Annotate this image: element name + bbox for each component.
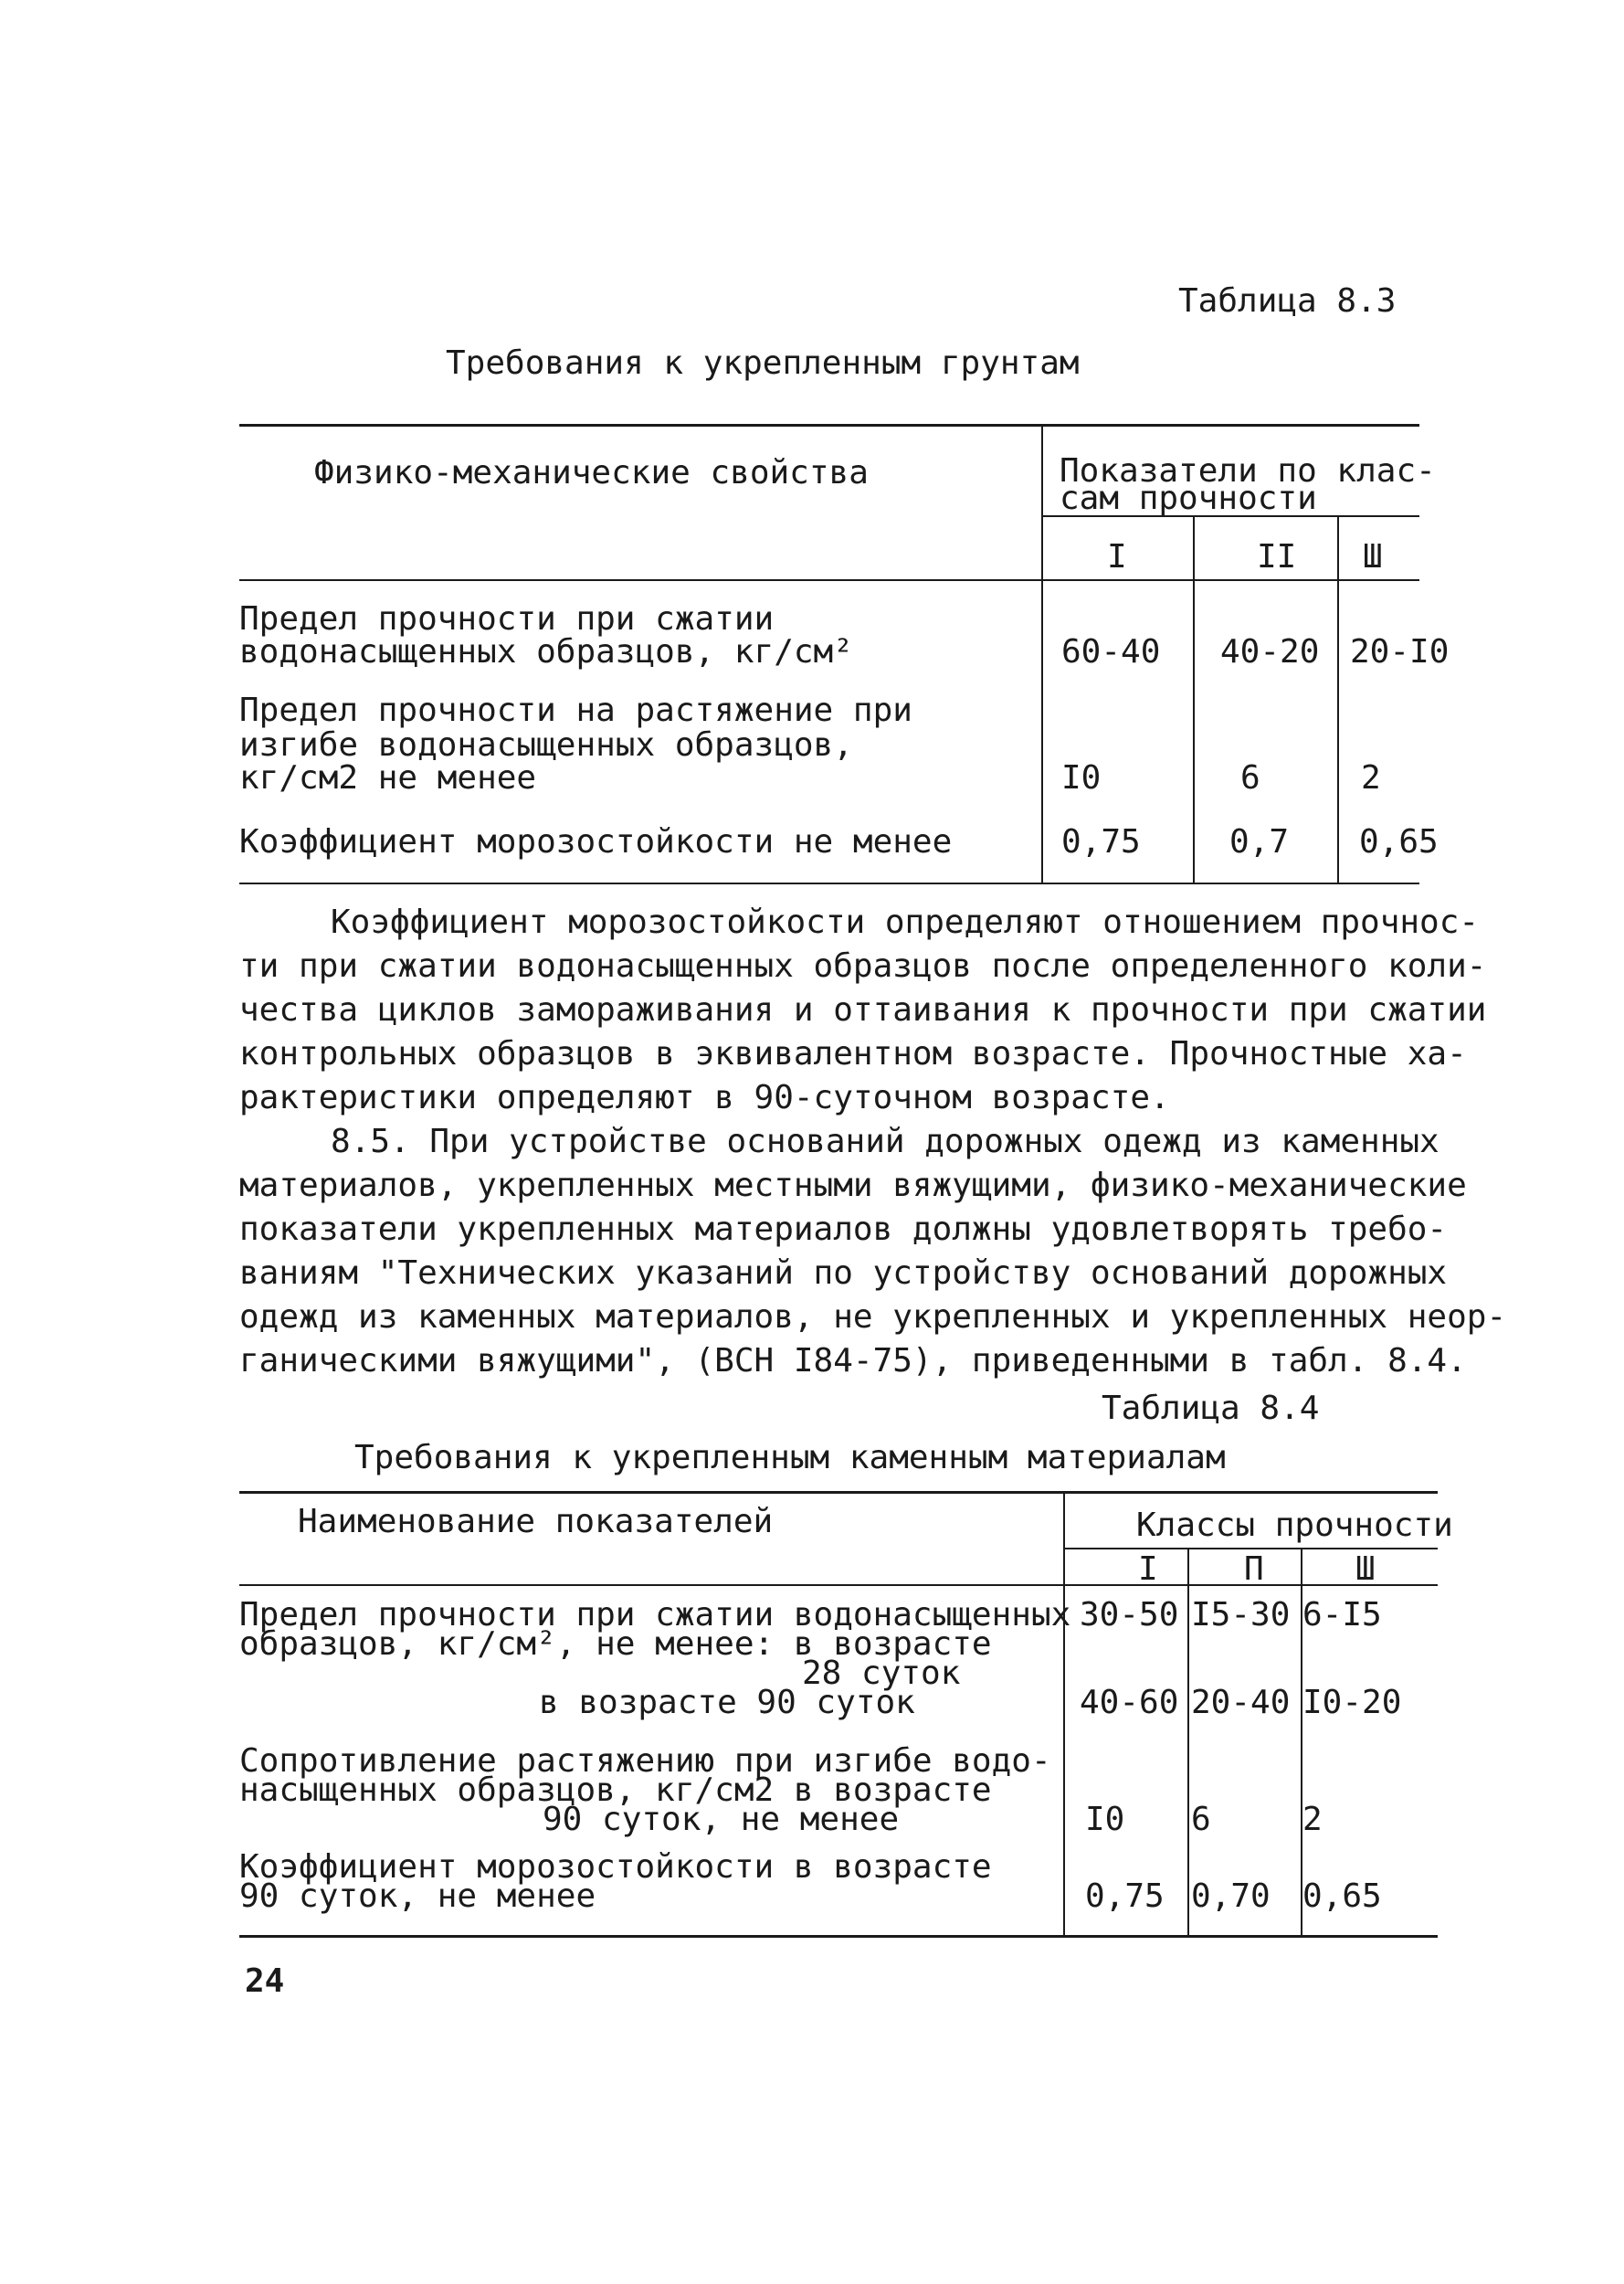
class-header: Ш	[1355, 1550, 1376, 1588]
paragraph-line: ганическими вяжущими", (ВСН I84-75), приведенными в табл. 8.4.	[239, 1342, 1467, 1380]
value-cell: 40-60	[1080, 1684, 1179, 1721]
paragraph-line: материалов, укрепленных местными вяжущими, физико-механические	[239, 1167, 1467, 1204]
column-divider	[1187, 1548, 1189, 1935]
header-group: Классы прочности	[1136, 1507, 1453, 1544]
group-rule	[1063, 1548, 1438, 1549]
row-label-line: Коэффициент морозостойкости в возрасте	[239, 1848, 992, 1886]
value-cell: 30-50	[1080, 1596, 1179, 1634]
value-cell: 6-I5	[1302, 1596, 1382, 1634]
row-label-line: Предел прочности при сжатии водонасыщенных	[239, 1596, 1071, 1634]
row-label-line: Предел прочности при сжатии	[239, 600, 775, 638]
row-label-line: изгибе водонасыщенных образцов,	[239, 726, 853, 764]
header-name: Наименование показателей	[298, 1503, 774, 1540]
value-cell: 0,70	[1191, 1877, 1271, 1915]
value-cell: 60-40	[1061, 633, 1161, 671]
value-cell: 0,65	[1359, 823, 1439, 861]
row-label-line: 28 суток	[802, 1655, 961, 1692]
value-cell: I0	[1085, 1801, 1125, 1838]
header-properties: Физико-механические свойства	[314, 454, 869, 492]
paragraph-line: показатели укрепленных материалов должны удовлетворять требо-	[239, 1211, 1448, 1248]
value-cell: I5-30	[1191, 1596, 1291, 1634]
row-label-line: Сопротивление растяжению при изгибе водо-	[239, 1742, 1051, 1780]
row-label-line: образцов, кг/см², не менее: в возрасте	[239, 1625, 992, 1663]
table-title: Требования к укрепленным каменным материалам	[354, 1439, 1226, 1476]
paragraph-line: ти при сжатии водонасыщенных образцов после определенного коли-	[239, 947, 1487, 985]
column-divider	[1041, 424, 1043, 883]
row-label-line: насыщенных образцов, кг/см2 в возрасте	[239, 1771, 992, 1809]
class-header: I	[1107, 538, 1127, 576]
class-header: I	[1138, 1550, 1158, 1588]
class-header: Ш	[1363, 538, 1383, 576]
table-label: Таблица 8.3	[1178, 282, 1397, 320]
bottom-rule	[239, 1935, 1438, 1938]
table-label: Таблица 8.4	[1102, 1390, 1320, 1427]
paragraph-line: ваниям "Технических указаний по устройству оснований дорожных	[239, 1254, 1448, 1292]
value-cell: 6	[1191, 1801, 1211, 1838]
paragraph-line: 8.5. При устройстве оснований дорожных одежд из каменных	[331, 1123, 1439, 1160]
header-group-line: сам прочности	[1060, 480, 1317, 517]
value-cell: 20-40	[1191, 1684, 1291, 1721]
paragraph-line: контрольных образцов в эквивалентном возрасте. Прочностные ха-	[239, 1035, 1467, 1073]
value-cell: 0,75	[1085, 1877, 1165, 1915]
row-label-line: Предел прочности на растяжение при	[239, 692, 912, 729]
value-cell: 0,7	[1229, 823, 1290, 861]
row-label-line: в возрасте 90 суток	[539, 1684, 915, 1721]
row-label-line: кг/см2 не менее	[239, 759, 537, 797]
class-header: П	[1244, 1550, 1264, 1588]
table-title: Требования к укрепленным грунтам	[446, 344, 1080, 382]
top-rule	[239, 424, 1419, 427]
bottom-rule	[239, 883, 1419, 884]
value-cell: 0,75	[1061, 823, 1141, 861]
paragraph-line: одежд из каменных материалов, не укрепленных и укрепленных неор-	[239, 1298, 1507, 1336]
value-cell: 2	[1361, 759, 1381, 797]
value-cell: 6	[1240, 759, 1260, 797]
header-rule	[239, 579, 1419, 581]
header-group-line: Показатели по клас-	[1060, 452, 1436, 490]
value-cell: I0-20	[1302, 1684, 1402, 1721]
row-label-line: водонасыщенных образцов, кг/см²	[239, 633, 853, 671]
value-cell: 2	[1302, 1801, 1323, 1838]
paragraph-line: чества циклов замораживания и оттаивания к прочности при сжатии	[239, 991, 1487, 1029]
class-header: II	[1257, 538, 1297, 576]
page-number: 24	[245, 1962, 285, 2000]
paragraph-line: рактеристики определяют в 90-суточном возрасте.	[239, 1079, 1170, 1116]
column-divider	[1337, 515, 1339, 883]
row-label-line: 90 суток, не менее	[239, 1877, 596, 1915]
value-cell: 40-20	[1220, 633, 1320, 671]
paragraph-line: Коэффициент морозостойкости определяют отношением прочнос-	[331, 904, 1480, 941]
column-divider	[1193, 515, 1195, 883]
value-cell: 0,65	[1302, 1877, 1382, 1915]
value-cell: 20-I0	[1350, 633, 1450, 671]
top-rule	[239, 1491, 1438, 1494]
row-label-line: 90 суток, не менее	[543, 1801, 900, 1838]
value-cell: I0	[1061, 759, 1102, 797]
column-divider	[1063, 1491, 1065, 1935]
row-label-line: Коэффициент морозостойкости не менее	[239, 823, 953, 861]
